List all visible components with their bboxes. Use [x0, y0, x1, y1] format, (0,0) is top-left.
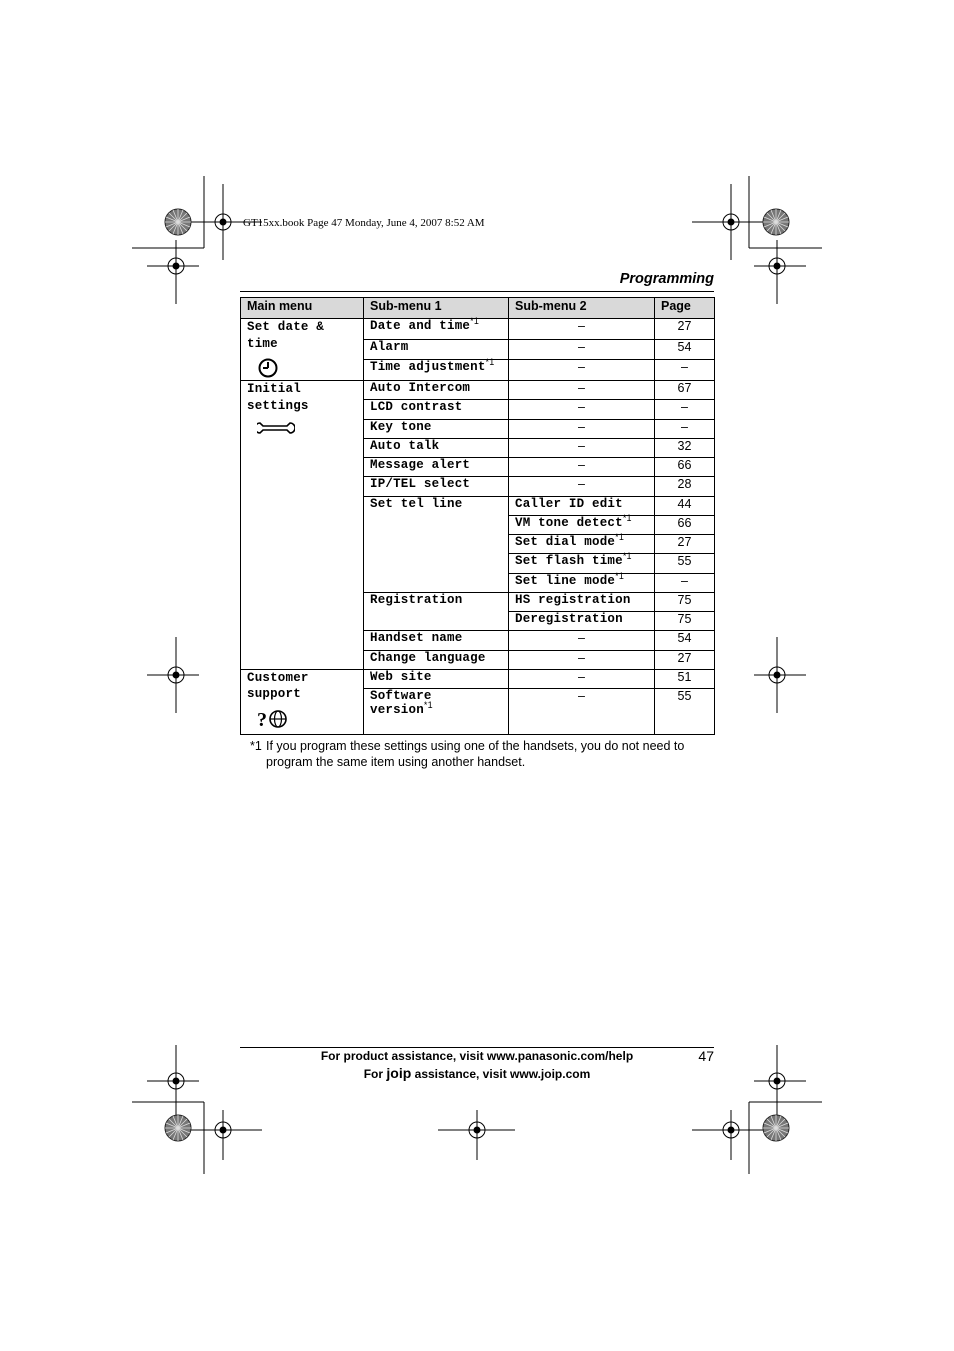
sub1-lcd-contrast: LCD contrast	[364, 400, 509, 419]
sub1-key-tone: Key tone	[364, 419, 509, 438]
sub2-cell: –	[509, 650, 655, 669]
print-header: GT15xx.book Page 47 Monday, June 4, 2007 8:52 AM	[243, 217, 485, 229]
page-cell: 27	[655, 535, 715, 554]
page-cell: 66	[655, 515, 715, 534]
sub2-cell: –	[509, 319, 655, 340]
sub2-set-line-mode: Set line mode$^{*1}$	[509, 573, 655, 592]
main-menu-label-line1: Customer	[247, 670, 309, 685]
sub1-auto-intercom: Auto Intercom	[364, 381, 509, 400]
sub1-registration: Registration	[364, 592, 509, 631]
section-title: Programming	[619, 271, 714, 287]
page-cell: 51	[655, 669, 715, 688]
page-cell: 27	[655, 319, 715, 340]
footer-line2-prefix: For	[363, 1067, 384, 1081]
page-cell: 67	[655, 381, 715, 400]
sub1-change-language: Change language	[364, 650, 509, 669]
main-menu-label-line1: Initial	[247, 382, 301, 396]
page-cell: 28	[655, 477, 715, 496]
sub2-vm-tone-detect: VM tone detect$^{*1}$	[509, 515, 655, 534]
page-cell: 75	[655, 592, 715, 611]
help-globe-icon	[257, 707, 291, 731]
page-cell: –	[655, 400, 715, 419]
sub1-ip-tel-select: IP/TEL select	[364, 477, 509, 496]
sub1-software-version: Software version$^{*1}$	[364, 689, 509, 735]
sub1-web-site: Web site	[364, 669, 509, 688]
main-menu-label-line2: support	[247, 687, 301, 702]
footer-assistance-line1: For product assistance, visit www.panasonic.com/help	[320, 1049, 634, 1063]
page-cell: 54	[655, 339, 715, 360]
title-rule	[240, 291, 714, 292]
sub2-cell: –	[509, 477, 655, 496]
sub2-cell: –	[509, 669, 655, 688]
page-cell: 32	[655, 438, 715, 457]
page-cell: 55	[655, 689, 715, 735]
table-row	[241, 319, 715, 340]
sub1-time-adjustment: Time adjustment$^{*1}$	[364, 360, 509, 381]
sub2-cell: –	[509, 458, 655, 477]
header-main-menu: Main menu	[241, 298, 364, 319]
page-cell: –	[655, 419, 715, 438]
sub1-handset-name: Handset name	[364, 631, 509, 650]
joip-brand: joip	[386, 1065, 412, 1081]
table-row	[241, 669, 715, 688]
sub2-cell: –	[509, 631, 655, 650]
sub1-set-tel-line: Set tel line	[364, 496, 509, 592]
page-cell: 27	[655, 650, 715, 669]
sub2-cell: –	[509, 381, 655, 400]
sub2-cell: –	[509, 438, 655, 457]
sub2-caller-id-edit: Caller ID edit	[509, 496, 655, 515]
main-menu-customer-support	[241, 669, 364, 734]
header-sub-menu-2: Sub-menu 2	[509, 298, 655, 319]
sub2-cell: –	[509, 400, 655, 419]
sub2-deregistration: Deregistration	[509, 612, 655, 631]
sub2-cell: –	[509, 419, 655, 438]
page-cell: 66	[655, 458, 715, 477]
page-cell: 54	[655, 631, 715, 650]
sub2-cell: –	[509, 360, 655, 381]
sub2-cell: –	[509, 689, 655, 735]
main-menu-initial-settings	[241, 381, 364, 670]
page-cell: 55	[655, 554, 715, 573]
page-cell: –	[655, 573, 715, 592]
page-cell: –	[655, 360, 715, 381]
header-sub-menu-1: Sub-menu 1	[364, 298, 509, 319]
sub1-date-and-time: Date and time$^{*1}$	[364, 319, 509, 340]
svg-text:?: ?	[257, 708, 268, 731]
footnote-mark: *1	[250, 739, 262, 753]
programming-menu-table	[240, 297, 715, 735]
footnote	[250, 738, 720, 770]
footer-rule	[240, 1047, 714, 1048]
footer-line2-suffix: assistance, visit www.joip.com	[414, 1067, 591, 1081]
main-menu-label: Set date & time	[247, 320, 325, 351]
page-cell: 75	[655, 612, 715, 631]
clock-icon	[257, 356, 283, 380]
sub2-hs-registration: HS registration	[509, 592, 655, 611]
footnote-text-line2: program the same item using another handset.	[266, 755, 526, 769]
sub2-set-flash-time: Set flash time$^{*1}$	[509, 554, 655, 573]
sub1-message-alert: Message alert	[364, 458, 509, 477]
sub2-set-dial-mode: Set dial mode$^{*1}$	[509, 535, 655, 554]
main-menu-set-date-time	[241, 319, 364, 381]
footer-assistance-line2	[240, 1065, 714, 1081]
sub1-alarm: Alarm	[364, 339, 509, 360]
sub2-cell: –	[509, 339, 655, 360]
footnote-text-line1: If you program these settings using one of the handsets, you do not need to	[266, 739, 685, 753]
main-menu-label-line2: settings	[247, 398, 309, 413]
page-number: 47	[698, 1048, 714, 1064]
table-row	[241, 381, 715, 400]
sub1-auto-talk: Auto talk	[364, 438, 509, 457]
wrench-icon	[257, 418, 295, 438]
page-cell: 44	[655, 496, 715, 515]
header-page: Page	[655, 298, 715, 319]
